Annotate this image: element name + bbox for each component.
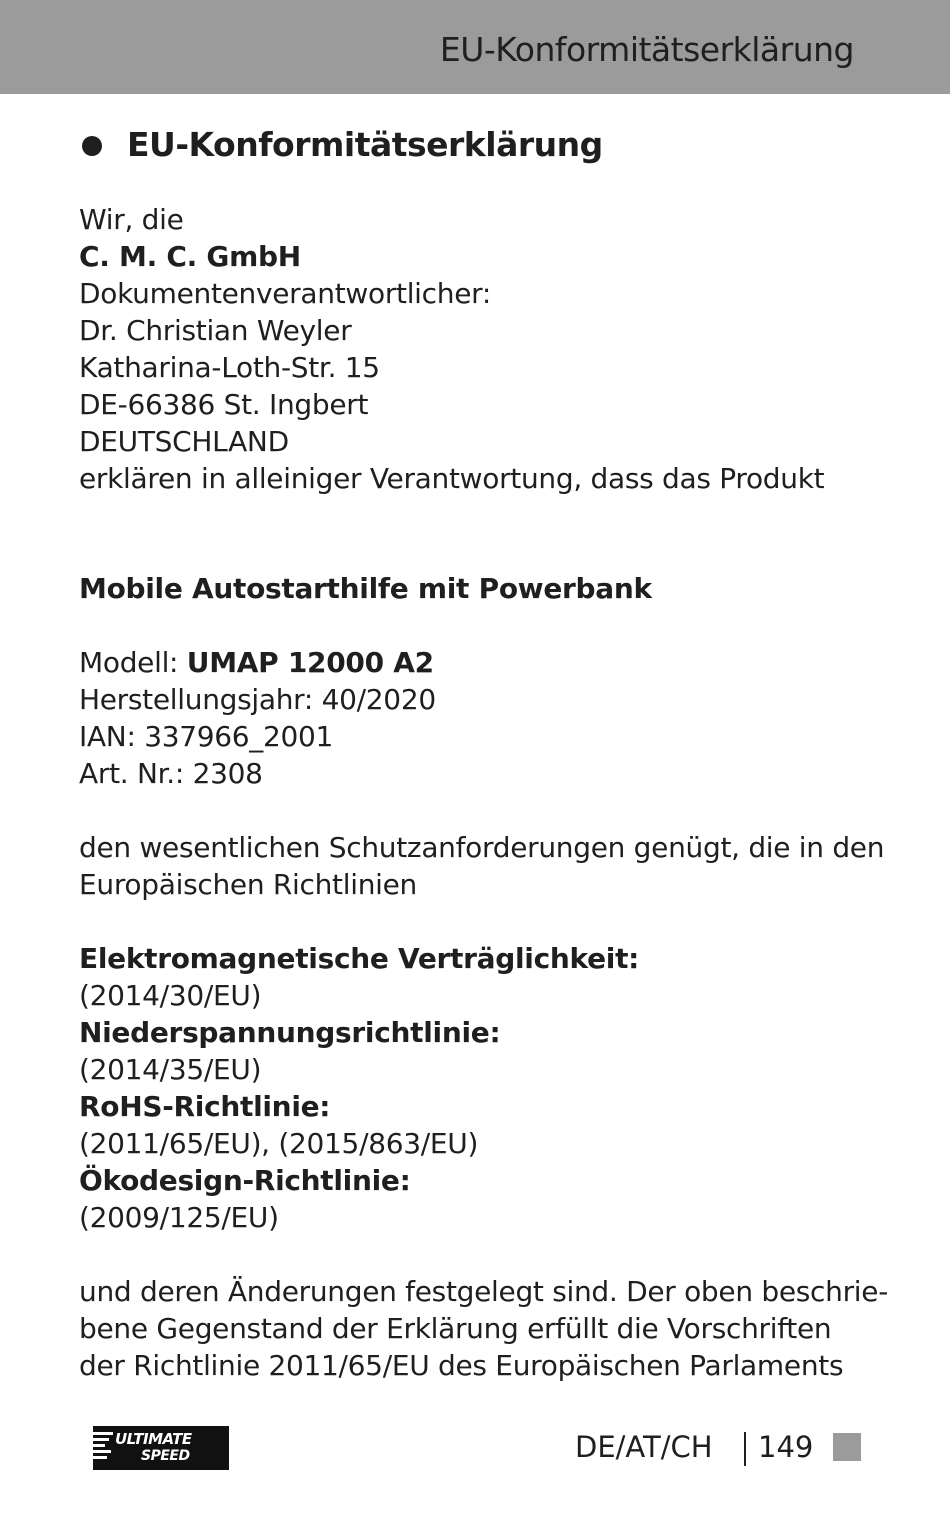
closing-line-3: der Richtlinie 2011/65/EU des Europäischen Parlaments — [79, 1349, 844, 1382]
city-line: DE-66386 St. Ingbert — [79, 388, 369, 421]
ultimate-speed-logo — [93, 1426, 229, 1470]
closing-line-1: und deren Änderungen festgelegt sind. Der oben beschrie- — [79, 1275, 889, 1308]
directive-name: Niederspannungsrichtlinie: — [79, 1016, 501, 1049]
section-heading-text: EU-Konformitätserklärung — [127, 125, 603, 164]
product-name: Mobile Autostarthilfe mit Powerbank — [79, 572, 652, 605]
model-label: Modell: — [79, 646, 187, 679]
header-title: EU-Konformitätserklärung — [439, 30, 854, 69]
ian-line: IAN: 337966_2001 — [79, 720, 334, 753]
company-name: C. M. C. GmbH — [79, 240, 301, 273]
art-nr-line: Art. Nr.: 2308 — [79, 757, 263, 790]
logo-text-speed: SPEED — [141, 1448, 190, 1464]
directive-name: RoHS-Richtlinie: — [79, 1090, 331, 1123]
model-value: UMAP 12000 A2 — [186, 646, 434, 679]
directive-code: (2014/30/EU) — [79, 979, 262, 1012]
footer-region: DE/AT/CH — [575, 1430, 713, 1464]
header-bar — [0, 0, 950, 94]
bullet-icon — [82, 136, 102, 156]
logo-text-ultimate: ULTIMATE — [115, 1430, 192, 1448]
model-line — [79, 644, 869, 681]
person-name: Dr. Christian Weyler — [79, 314, 352, 347]
directive-code: (2009/125/EU) — [79, 1201, 279, 1234]
requirements-line-1: den wesentlichen Schutzanforderungen genügt, die in den — [79, 831, 885, 864]
directive-code: (2014/35/EU) — [79, 1053, 262, 1086]
role-line: Dokumentenverantwortlicher: — [79, 277, 491, 310]
page-marker-square — [833, 1433, 861, 1461]
declaration-line: erklären in alleiniger Verantwortung, dass das Produkt — [79, 462, 825, 495]
section-heading — [79, 122, 869, 168]
page-number: 149 — [758, 1430, 814, 1464]
directive-name: Ökodesign-Richtlinie: — [79, 1164, 411, 1197]
directive-name: Elektromagnetische Verträglichkeit: — [79, 942, 640, 975]
document-body — [79, 122, 889, 1384]
closing-line-2: bene Gegenstand der Erklärung erfüllt die Vorschriften — [79, 1312, 832, 1345]
country-line: DEUTSCHLAND — [79, 425, 289, 458]
footer-separator — [744, 1432, 746, 1466]
directive-code: (2011/65/EU), (2015/863/EU) — [79, 1127, 479, 1160]
street-line: Katharina-Loth-Str. 15 — [79, 351, 380, 384]
year-line: Herstellungsjahr: 40/2020 — [79, 683, 436, 716]
requirements-line-2: Europäischen Richtlinien — [79, 868, 417, 901]
intro-line: Wir, die — [79, 203, 184, 236]
